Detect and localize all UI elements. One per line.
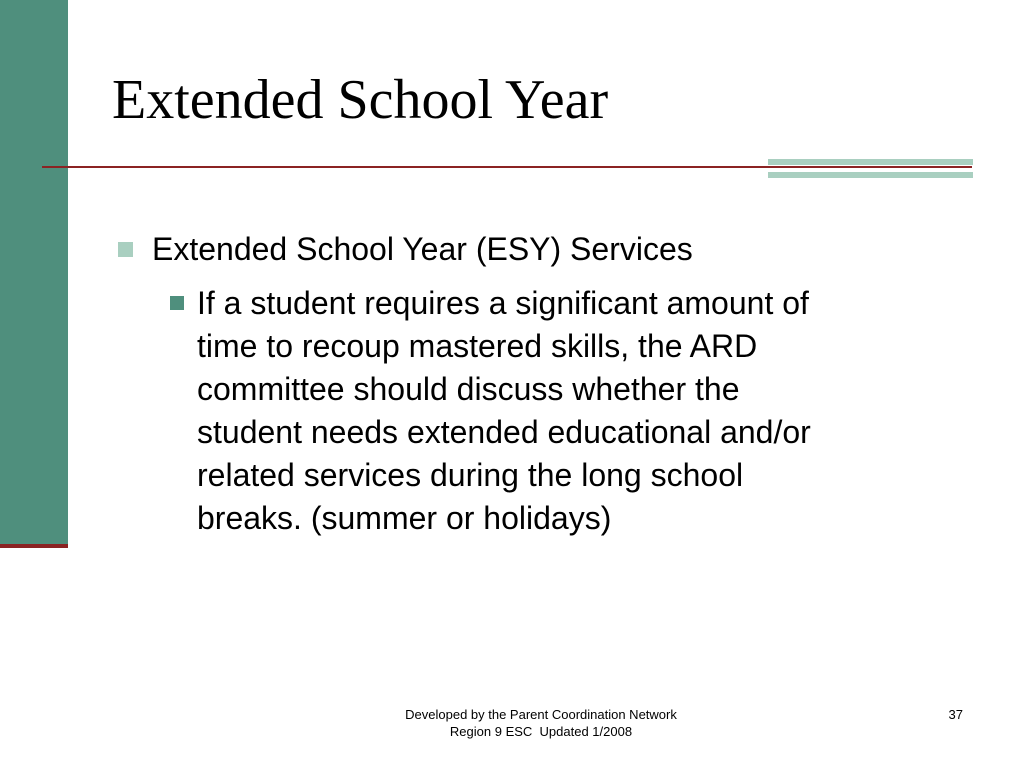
footer-line-1: Developed by the Parent Coordination Network	[405, 707, 677, 722]
footer-text	[341, 706, 741, 740]
bullet-level-2-text	[197, 282, 987, 540]
bullet-level-1-text: Extended School Year (ESY) Services	[152, 231, 693, 267]
bullet-line: time to recoup mastered skills, the ARD	[197, 328, 758, 364]
square-bullet-icon	[170, 296, 184, 310]
page-number: 37	[948, 707, 963, 722]
bullet-line: student needs extended educational and/or	[197, 414, 811, 450]
bullet-line: related services during the long school	[197, 457, 744, 493]
bullet-line: breaks. (summer or holidays)	[197, 500, 612, 536]
bullet-level-1	[118, 227, 693, 271]
bullet-level-2	[170, 282, 987, 540]
square-bullet-icon	[118, 242, 133, 257]
bullet-line: If a student requires a significant amount of	[197, 285, 809, 321]
slide-title: Extended School Year	[112, 69, 609, 131]
bullet-line: committee should discuss whether the	[197, 371, 740, 407]
title-divider-line	[42, 166, 972, 168]
left-accent-bar	[0, 0, 68, 545]
divider-decoration-bottom	[768, 172, 973, 178]
divider-decoration-top	[768, 159, 973, 165]
left-bar-underline	[0, 544, 68, 548]
footer-line-2: Region 9 ESC Updated 1/2008	[449, 724, 633, 739]
